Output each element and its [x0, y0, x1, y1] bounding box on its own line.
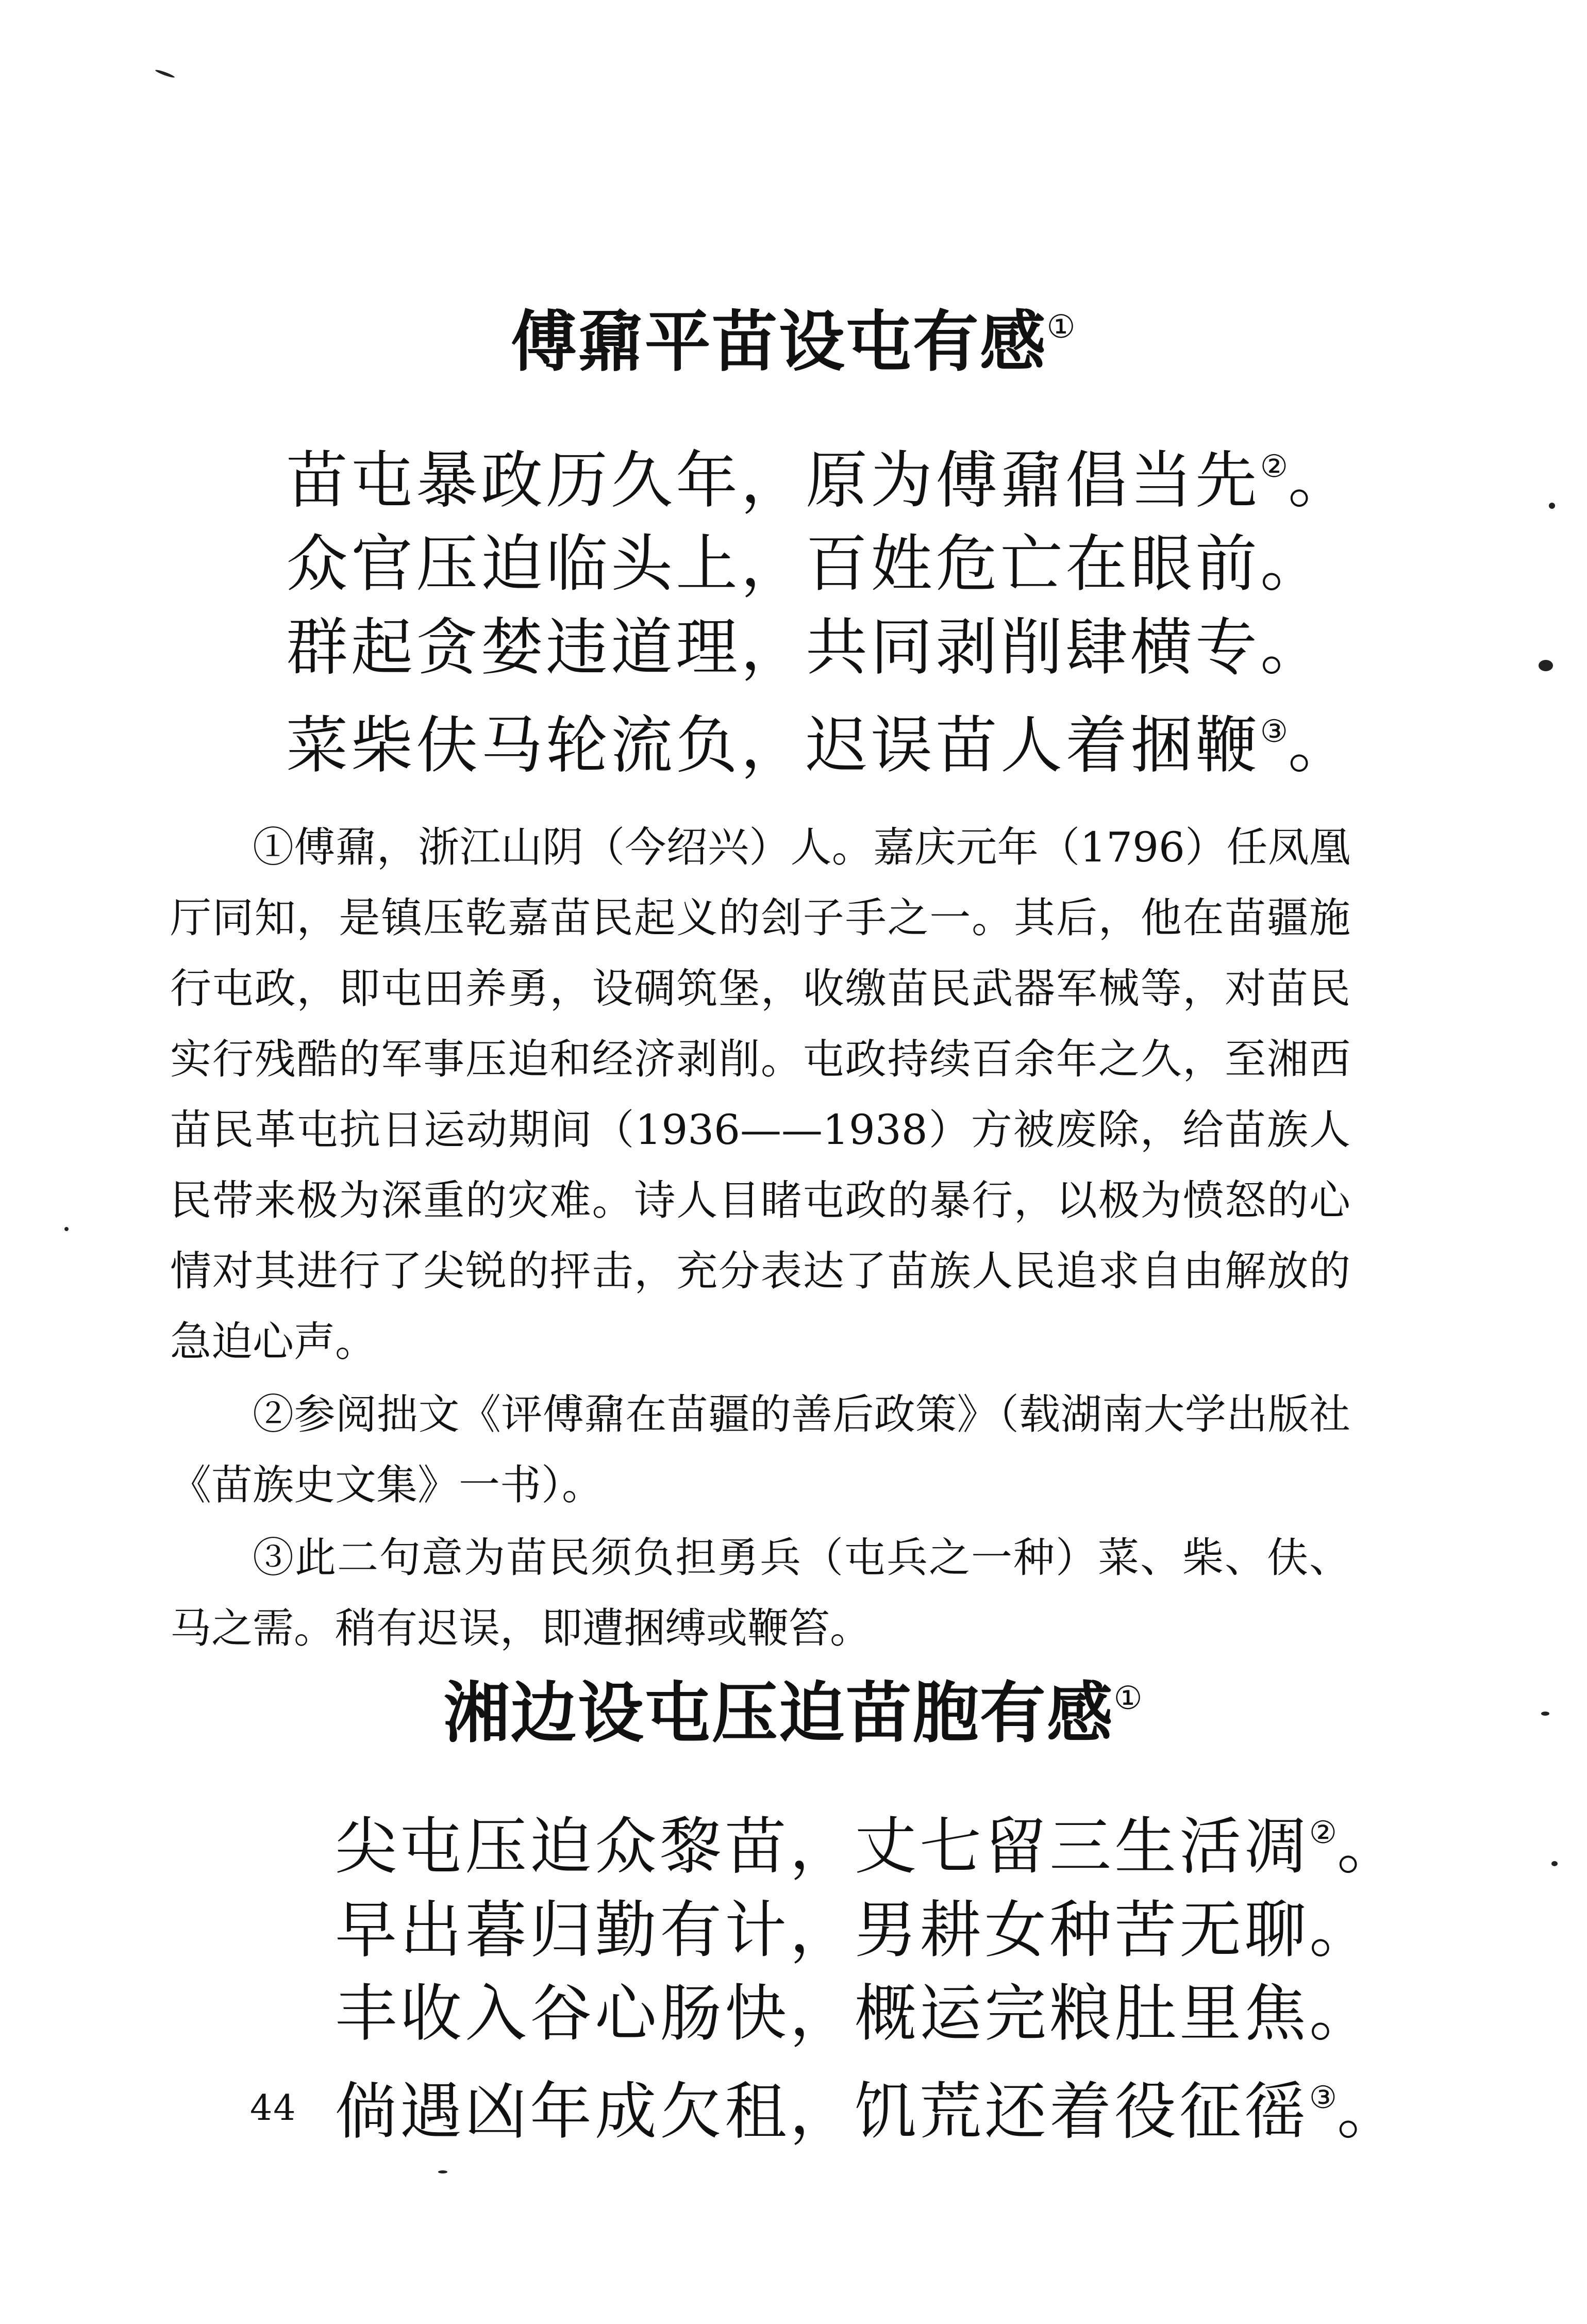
- scan-speck: [1549, 503, 1555, 509]
- poem1-title: 傅鼐平苗设屯有感①: [510, 304, 1077, 380]
- scan-speck: [155, 69, 175, 78]
- poem2-line: 尖屯压迫众黎苗，丈七留三生活凋②。: [335, 1811, 1402, 1883]
- poem1-line: 菜柴伕马轮流负，迟误苗人着捆鞭③。: [286, 710, 1353, 782]
- page-number: 44: [250, 2088, 297, 2129]
- footnotes: [170, 812, 1350, 1666]
- poem2-line: 丰收入谷心肠快，概运完粮肚里焦。: [335, 1978, 1374, 2050]
- poem2-title: 湘边设屯压迫苗胞有感①: [443, 1675, 1144, 1752]
- scan-speck: [64, 1227, 69, 1231]
- footnote-3: ③此二句意为苗民须负担勇兵（屯兵之一种）菜、柴、伕、马之需。稍有迟误，即遭捆缚或鞭笞。: [170, 1534, 1350, 1652]
- scan-speck: [1539, 660, 1553, 671]
- poem1-line: 苗屯暴政历久年，原为傅鼐倡当先②。: [286, 445, 1353, 517]
- footnote-1: ①傅鼐，浙江山阴（今绍兴）人。嘉庆元年（1796）任凤凰厅同知，是镇压乾嘉苗民起义的刽子手之一。其后，他在苗疆施行屯政，即屯田养勇，设碉筑堡，收缴苗民武器军械等，对苗民实行残酷的军事压迫和经济剥削。屯政持续百余年之久，至湘西苗民革屯抗日运动期间（1936——1938）方被废除，给苗族人民带来极为深重的灾难。诗人目睹屯政的暴行，以极为愤怒的心情对其进行了尖锐的抨击，充分表达了苗族人民追求自由解放的急迫心声。: [170, 823, 1350, 1366]
- poem2-body: [335, 1794, 1402, 2151]
- scan-speck: [438, 2170, 447, 2173]
- poem1-line: 群起贪婪违道理，共同剥削肆横专。: [286, 612, 1325, 684]
- poem2-title-footnote-marker: ①: [1113, 1679, 1144, 1717]
- scan-speck: [1551, 1861, 1558, 1866]
- poem2-line: 早出暮归勤有计，男耕女种苦无聊。: [335, 1895, 1374, 1966]
- poem1-title-footnote-marker: ①: [1046, 308, 1077, 345]
- scan-speck: [1541, 1712, 1549, 1716]
- poem1-body: [286, 428, 1353, 785]
- poem1-line: 众官压迫临头上，百姓危亡在眼前。: [286, 528, 1325, 600]
- footnote-2: ②参阅拙文《评傅鼐在苗疆的善后政策》（载湖南大学出版社《苗族史文集》一书）。: [170, 1390, 1350, 1509]
- poem2-line: 倘遇凶年成欠租，饥荒还着役征徭③。: [335, 2076, 1402, 2148]
